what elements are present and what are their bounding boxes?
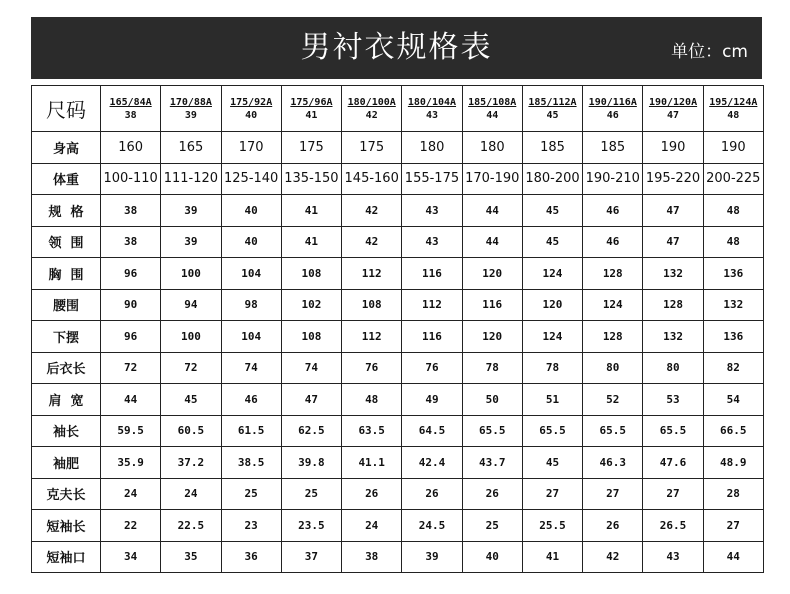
table-cell: 46: [221, 384, 281, 416]
table-cell: 108: [281, 258, 341, 290]
table-cell: 48.9: [703, 447, 763, 479]
table-cell: 132: [703, 289, 763, 321]
table-cell: 78: [522, 352, 582, 384]
table-cell: 128: [583, 321, 643, 353]
table-row: [32, 510, 764, 542]
size-code: 175/96A: [290, 96, 333, 108]
table-cell: 120: [522, 289, 582, 321]
table-row: [32, 478, 764, 510]
table-cell: 38: [101, 226, 161, 258]
table-cell: 65.5: [462, 415, 522, 447]
table-cell: 24: [161, 478, 221, 510]
table-cell: 26.5: [643, 510, 703, 542]
table-cell: 36: [221, 541, 281, 573]
table-cell: 64.5: [402, 415, 462, 447]
title-banner: [31, 17, 762, 79]
table-cell: 112: [402, 289, 462, 321]
table-cell: 90: [101, 289, 161, 321]
size-number: 41: [305, 109, 318, 121]
row-label: 领 围: [32, 226, 101, 258]
size-code: 185/112A: [528, 96, 577, 108]
size-header-9: [643, 86, 703, 132]
size-header-6: [462, 86, 522, 132]
table-cell: 160: [101, 132, 161, 164]
row-label: 袖肥: [32, 447, 101, 479]
table-cell: 44: [101, 384, 161, 416]
table-cell: 125-140: [221, 163, 281, 195]
row-label: 规 格: [32, 195, 101, 227]
page-title: 男衬衣规格表: [300, 30, 493, 65]
row-label: 胸 围: [32, 258, 101, 290]
table-cell: 76: [402, 352, 462, 384]
row-label: 短袖口: [32, 541, 101, 573]
corner-label: 尺码: [32, 86, 101, 132]
table-cell: 132: [643, 321, 703, 353]
table-cell: 48: [703, 195, 763, 227]
table-cell: 190: [703, 132, 763, 164]
size-number: 39: [184, 109, 197, 121]
table-cell: 38.5: [221, 447, 281, 479]
table-cell: 27: [522, 478, 582, 510]
table-cell: 66.5: [703, 415, 763, 447]
table-cell: 128: [643, 289, 703, 321]
table-cell: 82: [703, 352, 763, 384]
table-cell: 41.1: [342, 447, 402, 479]
size-number: 40: [245, 109, 258, 121]
table-cell: 175: [342, 132, 402, 164]
table-cell: 128: [583, 258, 643, 290]
size-number: 48: [727, 109, 740, 121]
table-cell: 44: [462, 195, 522, 227]
size-number: 38: [124, 109, 137, 121]
table-cell: 185: [583, 132, 643, 164]
table-cell: 24: [101, 478, 161, 510]
table-cell: 39.8: [281, 447, 341, 479]
table-cell: 80: [583, 352, 643, 384]
table-cell: 39: [161, 226, 221, 258]
size-number: 46: [606, 109, 619, 121]
size-number: 44: [486, 109, 499, 121]
table-cell: 48: [703, 226, 763, 258]
table-cell: 26: [402, 478, 462, 510]
table-cell: 25: [281, 478, 341, 510]
table-cell: 59.5: [101, 415, 161, 447]
table-cell: 96: [101, 258, 161, 290]
table-cell: 41: [281, 226, 341, 258]
table-cell: 72: [101, 352, 161, 384]
table-cell: 47.6: [643, 447, 703, 479]
table-cell: 155-175: [402, 163, 462, 195]
table-cell: 27: [583, 478, 643, 510]
table-cell: 43.7: [462, 447, 522, 479]
table-cell: 45: [522, 195, 582, 227]
table-cell: 180: [402, 132, 462, 164]
table-cell: 170-190: [462, 163, 522, 195]
table-cell: 27: [643, 478, 703, 510]
table-cell: 26: [583, 510, 643, 542]
row-label: 短袖长: [32, 510, 101, 542]
table-cell: 48: [342, 384, 402, 416]
table-cell: 45: [522, 447, 582, 479]
table-cell: 200-225: [703, 163, 763, 195]
table-row: [32, 415, 764, 447]
table-cell: 124: [522, 258, 582, 290]
table-cell: 47: [281, 384, 341, 416]
size-code: 175/92A: [230, 96, 273, 108]
table-cell: 76: [342, 352, 402, 384]
table-cell: 45: [161, 384, 221, 416]
table-cell: 42: [342, 195, 402, 227]
table-cell: 60.5: [161, 415, 221, 447]
table-cell: 37.2: [161, 447, 221, 479]
size-header-3: [281, 86, 341, 132]
table-cell: 116: [402, 258, 462, 290]
table-cell: 116: [462, 289, 522, 321]
table-cell: 165: [161, 132, 221, 164]
table-row: [32, 163, 764, 195]
table-cell: 46: [583, 195, 643, 227]
table-cell: 54: [703, 384, 763, 416]
size-code: 165/84A: [109, 96, 152, 108]
size-header-7: [522, 86, 582, 132]
table-cell: 102: [281, 289, 341, 321]
table-cell: 65.5: [522, 415, 582, 447]
table-cell: 47: [643, 195, 703, 227]
table-cell: 63.5: [342, 415, 402, 447]
row-label: 下摆: [32, 321, 101, 353]
table-cell: 124: [583, 289, 643, 321]
table-cell: 50: [462, 384, 522, 416]
table-cell: 180-200: [522, 163, 582, 195]
row-label: 身高: [32, 132, 101, 164]
table-cell: 26: [462, 478, 522, 510]
table-cell: 100: [161, 321, 221, 353]
table-cell: 25: [462, 510, 522, 542]
table-cell: 98: [221, 289, 281, 321]
table-row: [32, 352, 764, 384]
size-code: 170/88A: [169, 96, 212, 108]
table-cell: 51: [522, 384, 582, 416]
table-cell: 136: [703, 321, 763, 353]
size-code: 195/124A: [709, 96, 758, 108]
table-cell: 52: [583, 384, 643, 416]
row-label: 肩 宽: [32, 384, 101, 416]
size-number: 47: [667, 109, 680, 121]
table-cell: 100: [161, 258, 221, 290]
table-cell: 42: [583, 541, 643, 573]
size-number: 42: [365, 109, 378, 121]
table-header-row: [32, 86, 764, 132]
table-cell: 136: [703, 258, 763, 290]
size-code: 190/120A: [648, 96, 698, 108]
table-cell: 108: [342, 289, 402, 321]
unit-label: 单位：cm: [671, 42, 748, 62]
table-cell: 44: [703, 541, 763, 573]
table-cell: 42.4: [402, 447, 462, 479]
table-cell: 26: [342, 478, 402, 510]
table-cell: 47: [643, 226, 703, 258]
table-row: [32, 258, 764, 290]
table-cell: 46: [583, 226, 643, 258]
table-cell: 41: [522, 541, 582, 573]
table-cell: 78: [462, 352, 522, 384]
table-cell: 45: [522, 226, 582, 258]
row-label: 克夫长: [32, 478, 101, 510]
table-cell: 53: [643, 384, 703, 416]
table-cell: 24: [342, 510, 402, 542]
table-cell: 43: [643, 541, 703, 573]
table-cell: 74: [221, 352, 281, 384]
table-cell: 108: [281, 321, 341, 353]
size-number: 45: [546, 109, 559, 121]
table-cell: 111-120: [161, 163, 221, 195]
row-label: 体重: [32, 163, 101, 195]
table-cell: 25.5: [522, 510, 582, 542]
table-row: [32, 132, 764, 164]
table-cell: 27: [703, 510, 763, 542]
table-cell: 104: [221, 321, 281, 353]
table-cell: 34: [101, 541, 161, 573]
table-cell: 46.3: [583, 447, 643, 479]
size-header-10: [703, 86, 763, 132]
table-cell: 190-210: [583, 163, 643, 195]
table-cell: 62.5: [281, 415, 341, 447]
table-row: [32, 447, 764, 479]
table-cell: 120: [462, 321, 522, 353]
table-cell: 44: [462, 226, 522, 258]
size-table: [31, 85, 764, 573]
table-cell: 22.5: [161, 510, 221, 542]
table-cell: 96: [101, 321, 161, 353]
table-cell: 40: [462, 541, 522, 573]
size-code: 190/116A: [588, 96, 637, 108]
size-header-8: [583, 86, 643, 132]
table-cell: 124: [522, 321, 582, 353]
table-cell: 35: [161, 541, 221, 573]
table-cell: 94: [161, 289, 221, 321]
table-cell: 185: [522, 132, 582, 164]
table-cell: 112: [342, 321, 402, 353]
table-cell: 65.5: [643, 415, 703, 447]
table-cell: 145-160: [342, 163, 402, 195]
size-header-5: [402, 86, 462, 132]
table-cell: 40: [221, 195, 281, 227]
table-cell: 22: [101, 510, 161, 542]
size-code: 180/104A: [407, 96, 457, 108]
table-cell: 23.5: [281, 510, 341, 542]
table-cell: 104: [221, 258, 281, 290]
table-row: [32, 541, 764, 573]
table-cell: 170: [221, 132, 281, 164]
row-label: 腰围: [32, 289, 101, 321]
table-cell: 35.9: [101, 447, 161, 479]
table-cell: 132: [643, 258, 703, 290]
table-cell: 61.5: [221, 415, 281, 447]
table-cell: 28: [703, 478, 763, 510]
row-label: 后衣长: [32, 352, 101, 384]
table-cell: 112: [342, 258, 402, 290]
row-label: 袖长: [32, 415, 101, 447]
table-row: [32, 384, 764, 416]
table-cell: 175: [281, 132, 341, 164]
size-code: 185/108A: [468, 96, 517, 108]
table-row: [32, 321, 764, 353]
size-code: 180/100A: [347, 96, 396, 108]
table-cell: 23: [221, 510, 281, 542]
table-cell: 100-110: [101, 163, 161, 195]
table-cell: 43: [402, 226, 462, 258]
table-cell: 40: [221, 226, 281, 258]
table-cell: 39: [161, 195, 221, 227]
table-cell: 38: [101, 195, 161, 227]
size-header-1: [161, 86, 221, 132]
table-cell: 65.5: [583, 415, 643, 447]
table-cell: 120: [462, 258, 522, 290]
table-cell: 74: [281, 352, 341, 384]
table-cell: 49: [402, 384, 462, 416]
size-number: 43: [425, 109, 438, 121]
table-cell: 43: [402, 195, 462, 227]
table-cell: 39: [402, 541, 462, 573]
table-cell: 72: [161, 352, 221, 384]
size-header-2: [221, 86, 281, 132]
table-cell: 116: [402, 321, 462, 353]
size-header-0: [101, 86, 161, 132]
table-cell: 195-220: [643, 163, 703, 195]
table-cell: 25: [221, 478, 281, 510]
table-row: [32, 226, 764, 258]
table-row: [32, 195, 764, 227]
table-cell: 41: [281, 195, 341, 227]
table-cell: 135-150: [281, 163, 341, 195]
table-cell: 38: [342, 541, 402, 573]
table-cell: 37: [281, 541, 341, 573]
table-cell: 190: [643, 132, 703, 164]
table-cell: 24.5: [402, 510, 462, 542]
table-cell: 180: [462, 132, 522, 164]
table-row: [32, 289, 764, 321]
table-cell: 80: [643, 352, 703, 384]
table-cell: 42: [342, 226, 402, 258]
size-header-4: [342, 86, 402, 132]
